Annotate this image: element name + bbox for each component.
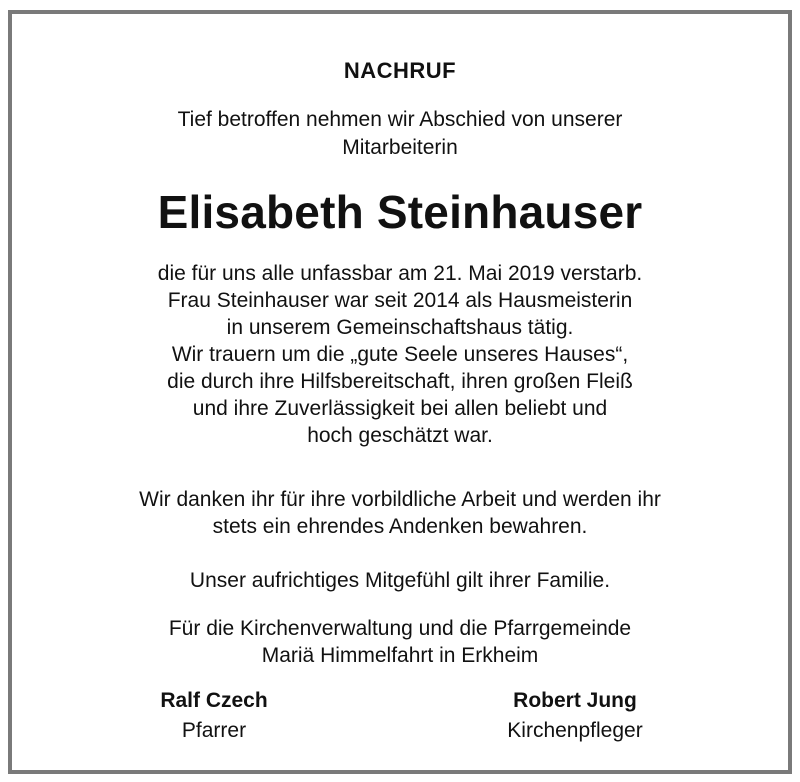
signer-church-warden	[445, 686, 705, 746]
intro-line: Mitarbeiterin	[342, 136, 458, 159]
signer-name: Ralf Czech	[160, 689, 268, 712]
paragraph-line: Wir trauern um die „gute Seele unseres Hauses“,	[171, 343, 629, 366]
notice-frame	[8, 10, 792, 774]
signers	[12, 686, 788, 756]
paragraph-line: hoch geschätzt war.	[307, 424, 493, 447]
paragraph-line: Für die Kirchenverwaltung und die Pfarrgemeinde	[168, 617, 632, 640]
paragraph-line: die durch ihre Hilfsbereitschaft, ihren großen Fleiß	[167, 370, 633, 393]
paragraph-line: und ihre Zuverlässigkeit bei allen beliebt und	[192, 397, 608, 420]
paragraph-line: Mariä Himmelfahrt in Erkheim	[261, 644, 539, 667]
deceased-name: Elisabeth Steinhauser	[157, 186, 643, 238]
signer-role: Kirchenpfleger	[507, 719, 643, 742]
paragraph-line: Unser aufrichtiges Mitgefühl gilt ihrer Familie.	[189, 569, 611, 592]
signer-role: Pfarrer	[181, 719, 247, 742]
tribute-paragraph	[12, 260, 788, 449]
paragraph-line: Frau Steinhauser war seit 2014 als Hausmeisterin	[167, 289, 633, 312]
condolence-paragraph	[12, 567, 788, 594]
paragraph-line: Wir danken ihr für ihre vorbildliche Arbeit und werden ihr	[139, 488, 661, 511]
notice-heading: NACHRUF	[343, 58, 457, 83]
paragraph-line: stets ein ehrendes Andenken bewahren.	[212, 515, 588, 538]
thanks-paragraph	[12, 486, 788, 540]
paragraph-line: in unserem Gemeinschaftshaus tätig.	[226, 316, 574, 339]
organization-paragraph	[12, 615, 788, 669]
intro-line: Tief betroffen nehmen wir Abschied von unserer	[177, 108, 623, 131]
paragraph-line: die für uns alle unfassbar am 21. Mai 2019 verstarb.	[157, 262, 643, 285]
signer-pastor	[84, 686, 344, 746]
notice-content	[12, 14, 788, 770]
signer-name: Robert Jung	[513, 689, 637, 712]
intro-text	[12, 106, 788, 162]
